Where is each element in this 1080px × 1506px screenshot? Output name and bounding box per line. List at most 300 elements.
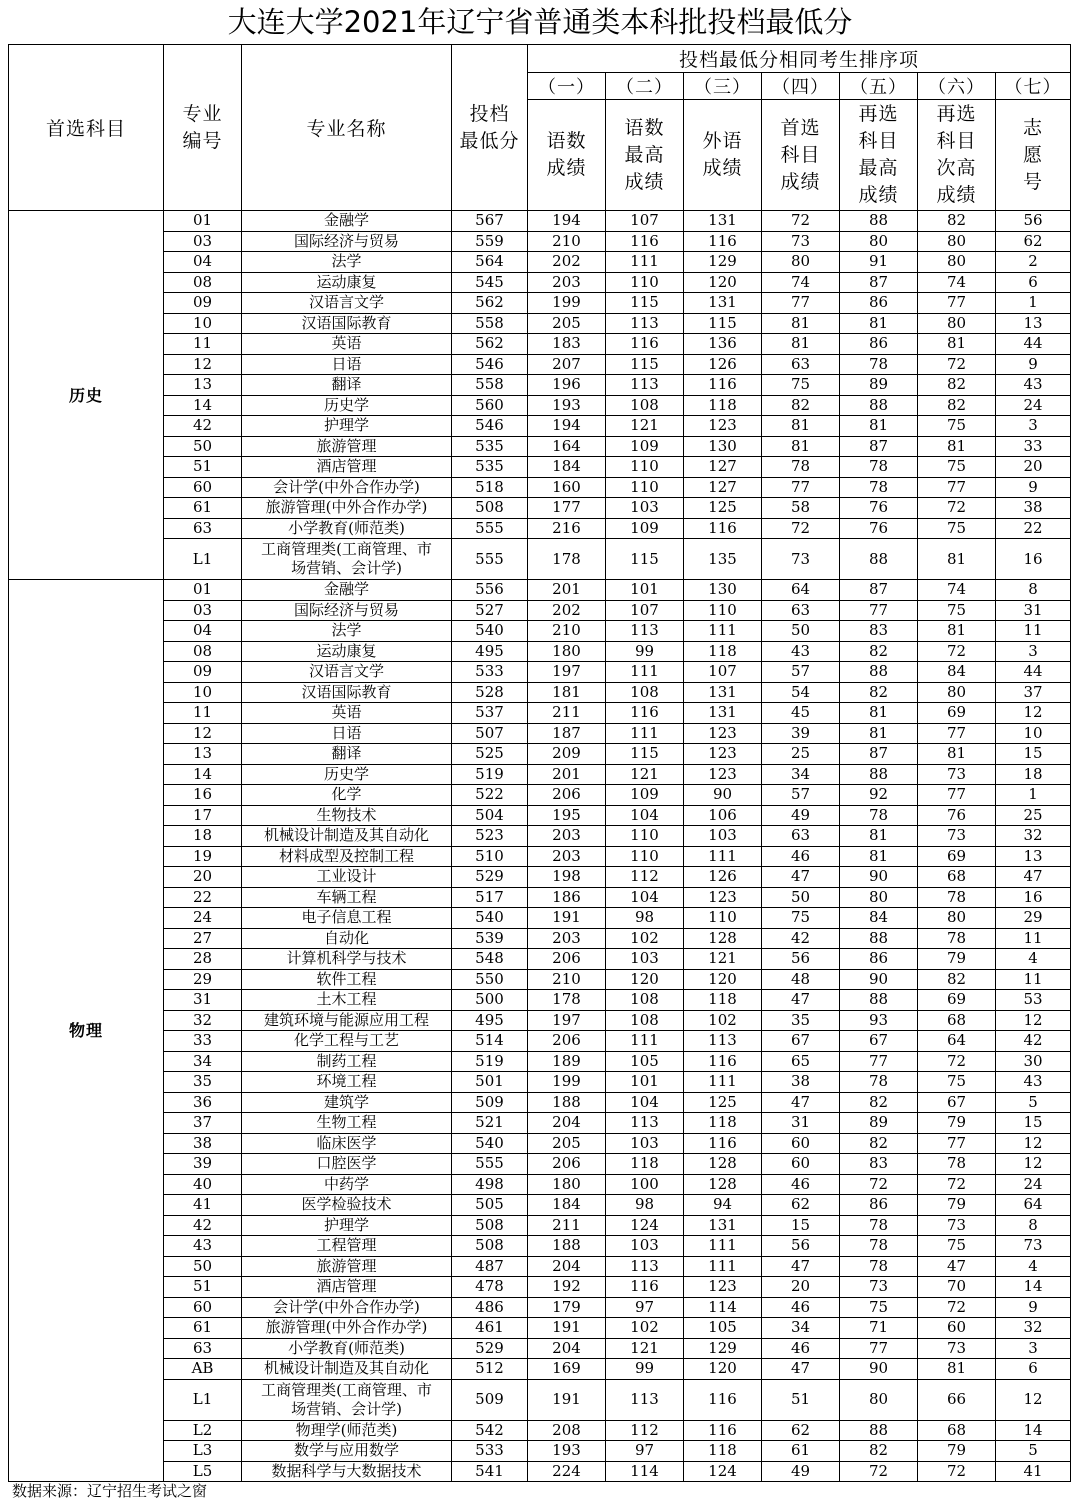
elective-max-cell: 87 (840, 580, 918, 601)
major-name-cell: 建筑环境与能源应用工程 (242, 1010, 452, 1031)
elective-second-cell: 67 (918, 1092, 996, 1113)
elective-second-cell: 81 (918, 1359, 996, 1380)
preference-no-cell: 62 (996, 231, 1071, 252)
elective-max-cell: 81 (840, 416, 918, 437)
chinese-math-max-cell: 109 (606, 785, 684, 806)
preference-no-cell: 1 (996, 785, 1071, 806)
chinese-math-cell: 198 (528, 867, 606, 888)
elective-second-cell: 75 (918, 1072, 996, 1093)
major-name-cell: 工商管理类(工商管理、市 场营销、会计学) (242, 1379, 452, 1420)
table-row (9, 867, 1071, 888)
elective-second-cell: 80 (918, 682, 996, 703)
foreign-language-cell: 126 (684, 354, 762, 375)
min-score-cell: 537 (452, 703, 528, 724)
major-code-cell: 63 (164, 518, 242, 539)
chinese-math-max-cell: 120 (606, 969, 684, 990)
major-code-cell: 19 (164, 846, 242, 867)
chinese-math-cell: 184 (528, 457, 606, 478)
foreign-language-cell: 116 (684, 1051, 762, 1072)
first-subject-cell: 15 (762, 1215, 840, 1236)
elective-second-cell: 75 (918, 518, 996, 539)
preference-no-cell: 10 (996, 723, 1071, 744)
major-name-cell: 小学教育(师范类) (242, 518, 452, 539)
foreign-language-cell: 118 (684, 1441, 762, 1462)
header-criterion-5: 再选 科目 最高 成绩 (840, 100, 918, 211)
preference-no-cell: 32 (996, 826, 1071, 847)
chinese-math-cell: 196 (528, 375, 606, 396)
elective-second-cell: 73 (918, 764, 996, 785)
major-name-cell: 汉语言文学 (242, 293, 452, 314)
chinese-math-max-cell: 113 (606, 313, 684, 334)
chinese-math-max-cell: 100 (606, 1174, 684, 1195)
elective-second-cell: 72 (918, 1297, 996, 1318)
first-subject-cell: 58 (762, 498, 840, 519)
elective-max-cell: 80 (840, 887, 918, 908)
first-subject-cell: 63 (762, 354, 840, 375)
foreign-language-cell: 106 (684, 805, 762, 826)
foreign-language-cell: 123 (684, 723, 762, 744)
first-subject-cell: 46 (762, 846, 840, 867)
major-code-cell: 01 (164, 211, 242, 232)
major-name-cell: 机械设计制造及其自动化 (242, 826, 452, 847)
table-row (9, 723, 1071, 744)
elective-second-cell: 80 (918, 908, 996, 929)
chinese-math-max-cell: 116 (606, 334, 684, 355)
elective-second-cell: 74 (918, 272, 996, 293)
table-row (9, 887, 1071, 908)
major-name-cell: 化学工程与工艺 (242, 1031, 452, 1052)
table-row (9, 969, 1071, 990)
major-code-cell: 41 (164, 1195, 242, 1216)
elective-max-cell: 81 (840, 703, 918, 724)
foreign-language-cell: 120 (684, 1359, 762, 1380)
foreign-language-cell: 121 (684, 949, 762, 970)
chinese-math-max-cell: 113 (606, 1379, 684, 1420)
elective-max-cell: 92 (840, 785, 918, 806)
elective-max-cell: 83 (840, 1154, 918, 1175)
preference-no-cell: 30 (996, 1051, 1071, 1072)
chinese-math-cell: 206 (528, 785, 606, 806)
table-row (9, 846, 1071, 867)
header-min-score: 投档 最低分 (452, 45, 528, 211)
preference-no-cell: 14 (996, 1277, 1071, 1298)
chinese-math-cell: 194 (528, 416, 606, 437)
major-name-cell: 法学 (242, 621, 452, 642)
chinese-math-cell: 192 (528, 1277, 606, 1298)
major-code-cell: 63 (164, 1338, 242, 1359)
foreign-language-cell: 131 (684, 293, 762, 314)
chinese-math-cell: 169 (528, 1359, 606, 1380)
major-code-cell: 61 (164, 498, 242, 519)
table-row (9, 313, 1071, 334)
preference-no-cell: 12 (996, 1154, 1071, 1175)
major-name-cell: 旅游管理 (242, 1256, 452, 1277)
major-name-cell: 汉语言文学 (242, 662, 452, 683)
elective-second-cell: 82 (918, 211, 996, 232)
chinese-math-cell: 191 (528, 1379, 606, 1420)
first-subject-cell: 60 (762, 1133, 840, 1154)
header-major-name: 专业名称 (242, 45, 452, 211)
preference-no-cell: 38 (996, 498, 1071, 519)
elective-second-cell: 84 (918, 662, 996, 683)
elective-second-cell: 81 (918, 334, 996, 355)
foreign-language-cell: 131 (684, 682, 762, 703)
chinese-math-cell: 204 (528, 1338, 606, 1359)
chinese-math-max-cell: 103 (606, 1236, 684, 1257)
chinese-math-cell: 203 (528, 846, 606, 867)
preference-no-cell: 6 (996, 272, 1071, 293)
chinese-math-cell: 180 (528, 641, 606, 662)
min-score-cell: 505 (452, 1195, 528, 1216)
elective-max-cell: 88 (840, 990, 918, 1011)
chinese-math-max-cell: 109 (606, 518, 684, 539)
major-name-cell: 日语 (242, 354, 452, 375)
major-name-cell: 生物技术 (242, 805, 452, 826)
elective-second-cell: 75 (918, 416, 996, 437)
elective-max-cell: 90 (840, 867, 918, 888)
chinese-math-max-cell: 115 (606, 539, 684, 580)
chinese-math-max-cell: 115 (606, 744, 684, 765)
foreign-language-cell: 131 (684, 211, 762, 232)
table-row (9, 1031, 1071, 1052)
major-code-cell: 38 (164, 1133, 242, 1154)
elective-max-cell: 86 (840, 1195, 918, 1216)
elective-second-cell: 82 (918, 375, 996, 396)
first-subject-cell: 46 (762, 1338, 840, 1359)
foreign-language-cell: 123 (684, 744, 762, 765)
elective-max-cell: 82 (840, 641, 918, 662)
first-subject-cell: 47 (762, 1092, 840, 1113)
major-name-cell: 会计学(中外合作办学) (242, 1297, 452, 1318)
chinese-math-max-cell: 101 (606, 580, 684, 601)
min-score-cell: 555 (452, 539, 528, 580)
major-code-cell: 27 (164, 928, 242, 949)
foreign-language-cell: 103 (684, 826, 762, 847)
chinese-math-cell: 178 (528, 990, 606, 1011)
header-criterion-6: 再选 科目 次高 成绩 (918, 100, 996, 211)
min-score-cell: 528 (452, 682, 528, 703)
preference-no-cell: 5 (996, 1092, 1071, 1113)
min-score-cell: 564 (452, 252, 528, 273)
foreign-language-cell: 123 (684, 416, 762, 437)
elective-max-cell: 78 (840, 1072, 918, 1093)
table-row (9, 498, 1071, 519)
foreign-language-cell: 128 (684, 1174, 762, 1195)
preference-no-cell: 9 (996, 354, 1071, 375)
major-name-cell: 电子信息工程 (242, 908, 452, 929)
major-code-cell: 08 (164, 272, 242, 293)
major-name-cell: 翻译 (242, 744, 452, 765)
foreign-language-cell: 116 (684, 518, 762, 539)
major-name-cell: 旅游管理 (242, 436, 452, 457)
major-code-cell: 39 (164, 1154, 242, 1175)
elective-second-cell: 77 (918, 477, 996, 498)
chinese-math-cell: 203 (528, 826, 606, 847)
header-order-6: （六） (918, 73, 996, 100)
first-subject-cell: 56 (762, 1236, 840, 1257)
major-name-cell: 软件工程 (242, 969, 452, 990)
major-name-cell: 中药学 (242, 1174, 452, 1195)
chinese-math-max-cell: 116 (606, 1277, 684, 1298)
elective-max-cell: 83 (840, 621, 918, 642)
first-subject-cell: 65 (762, 1051, 840, 1072)
elective-max-cell: 87 (840, 436, 918, 457)
min-score-cell: 523 (452, 826, 528, 847)
first-subject-cell: 61 (762, 1441, 840, 1462)
preference-no-cell: 8 (996, 580, 1071, 601)
chinese-math-max-cell: 98 (606, 1195, 684, 1216)
preference-no-cell: 33 (996, 436, 1071, 457)
chinese-math-cell: 160 (528, 477, 606, 498)
chinese-math-max-cell: 112 (606, 1420, 684, 1441)
chinese-math-cell: 195 (528, 805, 606, 826)
table-row (9, 621, 1071, 642)
elective-max-cell: 88 (840, 1420, 918, 1441)
first-subject-cell: 42 (762, 928, 840, 949)
major-name-cell: 建筑学 (242, 1092, 452, 1113)
table-row (9, 682, 1071, 703)
major-name-cell: 英语 (242, 703, 452, 724)
chinese-math-max-cell: 110 (606, 457, 684, 478)
table-row (9, 211, 1071, 232)
min-score-cell: 495 (452, 641, 528, 662)
min-score-cell: 509 (452, 1379, 528, 1420)
foreign-language-cell: 130 (684, 436, 762, 457)
table-row (9, 231, 1071, 252)
table-row (9, 908, 1071, 929)
header-order-4: （四） (762, 73, 840, 100)
chinese-math-cell: 199 (528, 1072, 606, 1093)
elective-max-cell: 82 (840, 1092, 918, 1113)
major-name-cell: 数据科学与大数据技术 (242, 1461, 452, 1482)
table-row (9, 600, 1071, 621)
first-subject-cell: 67 (762, 1031, 840, 1052)
preference-no-cell: 16 (996, 887, 1071, 908)
elective-second-cell: 82 (918, 395, 996, 416)
min-score-cell: 529 (452, 1338, 528, 1359)
chinese-math-cell: 210 (528, 969, 606, 990)
header-criterion-2: 语数 最高 成绩 (606, 100, 684, 211)
preference-no-cell: 41 (996, 1461, 1071, 1482)
elective-max-cell: 67 (840, 1031, 918, 1052)
elective-max-cell: 82 (840, 1133, 918, 1154)
foreign-language-cell: 115 (684, 313, 762, 334)
elective-second-cell: 80 (918, 313, 996, 334)
elective-second-cell: 66 (918, 1379, 996, 1420)
preference-no-cell: 25 (996, 805, 1071, 826)
first-subject-cell: 57 (762, 785, 840, 806)
major-name-cell: 历史学 (242, 395, 452, 416)
major-name-cell: 物理学(师范类) (242, 1420, 452, 1441)
preference-no-cell: 44 (996, 662, 1071, 683)
elective-max-cell: 77 (840, 1338, 918, 1359)
major-code-cell: 20 (164, 867, 242, 888)
major-name-cell: 车辆工程 (242, 887, 452, 908)
first-subject-cell: 75 (762, 375, 840, 396)
chinese-math-max-cell: 113 (606, 1113, 684, 1134)
first-subject-cell: 80 (762, 252, 840, 273)
chinese-math-cell: 184 (528, 1195, 606, 1216)
preference-no-cell: 5 (996, 1441, 1071, 1462)
min-score-cell: 540 (452, 1133, 528, 1154)
elective-max-cell: 73 (840, 1277, 918, 1298)
chinese-math-cell: 191 (528, 1318, 606, 1339)
first-subject-cell: 77 (762, 477, 840, 498)
elective-max-cell: 88 (840, 395, 918, 416)
first-subject-cell: 46 (762, 1297, 840, 1318)
elective-second-cell: 77 (918, 1133, 996, 1154)
elective-max-cell: 78 (840, 477, 918, 498)
elective-max-cell: 80 (840, 1379, 918, 1420)
chinese-math-cell: 209 (528, 744, 606, 765)
first-subject-cell: 31 (762, 1113, 840, 1134)
table-row (9, 1010, 1071, 1031)
major-code-cell: 10 (164, 313, 242, 334)
header-criterion-1: 语数 成绩 (528, 100, 606, 211)
table-row (9, 1236, 1071, 1257)
elective-max-cell: 80 (840, 231, 918, 252)
first-subject-cell: 81 (762, 416, 840, 437)
min-score-cell: 514 (452, 1031, 528, 1052)
preference-no-cell: 47 (996, 867, 1071, 888)
first-subject-cell: 20 (762, 1277, 840, 1298)
min-score-cell: 540 (452, 908, 528, 929)
major-name-cell: 环境工程 (242, 1072, 452, 1093)
major-code-cell: 51 (164, 457, 242, 478)
chinese-math-max-cell: 104 (606, 1092, 684, 1113)
preference-no-cell: 12 (996, 1010, 1071, 1031)
chinese-math-max-cell: 121 (606, 1338, 684, 1359)
major-code-cell: 31 (164, 990, 242, 1011)
foreign-language-cell: 110 (684, 908, 762, 929)
elective-max-cell: 88 (840, 928, 918, 949)
elective-max-cell: 81 (840, 846, 918, 867)
preference-no-cell: 24 (996, 395, 1071, 416)
min-score-cell: 512 (452, 1359, 528, 1380)
foreign-language-cell: 116 (684, 1133, 762, 1154)
chinese-math-max-cell: 108 (606, 682, 684, 703)
chinese-math-cell: 178 (528, 539, 606, 580)
major-name-cell: 工商管理类(工商管理、市 场营销、会计学) (242, 539, 452, 580)
chinese-math-cell: 211 (528, 703, 606, 724)
table-row (9, 805, 1071, 826)
table-row (9, 785, 1071, 806)
chinese-math-max-cell: 102 (606, 1318, 684, 1339)
foreign-language-cell: 111 (684, 846, 762, 867)
min-score-cell: 541 (452, 1461, 528, 1482)
foreign-language-cell: 107 (684, 662, 762, 683)
chinese-math-cell: 205 (528, 1133, 606, 1154)
first-subject-cell: 64 (762, 580, 840, 601)
header-tiebreak-group: 投档最低分相同考生排序项 (528, 45, 1071, 73)
major-code-cell: 03 (164, 600, 242, 621)
preference-no-cell: 12 (996, 703, 1071, 724)
first-subject-cell: 74 (762, 272, 840, 293)
major-name-cell: 数学与应用数学 (242, 1441, 452, 1462)
foreign-language-cell: 131 (684, 1215, 762, 1236)
foreign-language-cell: 128 (684, 1154, 762, 1175)
min-score-cell: 500 (452, 990, 528, 1011)
min-score-cell: 545 (452, 272, 528, 293)
chinese-math-max-cell: 108 (606, 990, 684, 1011)
major-code-cell: 29 (164, 969, 242, 990)
elective-second-cell: 77 (918, 785, 996, 806)
elective-second-cell: 72 (918, 1051, 996, 1072)
subject-cell: 历史 (9, 211, 164, 580)
min-score-cell: 546 (452, 354, 528, 375)
chinese-math-cell: 211 (528, 1215, 606, 1236)
elective-second-cell: 76 (918, 805, 996, 826)
min-score-cell: 558 (452, 375, 528, 396)
foreign-language-cell: 111 (684, 1256, 762, 1277)
chinese-math-max-cell: 111 (606, 252, 684, 273)
preference-no-cell: 2 (996, 252, 1071, 273)
preference-no-cell: 43 (996, 375, 1071, 396)
min-score-cell: 518 (452, 477, 528, 498)
first-subject-cell: 48 (762, 969, 840, 990)
min-score-cell: 498 (452, 1174, 528, 1195)
elective-second-cell: 77 (918, 293, 996, 314)
elective-second-cell: 78 (918, 1154, 996, 1175)
elective-second-cell: 81 (918, 744, 996, 765)
chinese-math-max-cell: 109 (606, 436, 684, 457)
foreign-language-cell: 127 (684, 477, 762, 498)
first-subject-cell: 49 (762, 1461, 840, 1482)
elective-second-cell: 79 (918, 1195, 996, 1216)
chinese-math-cell: 201 (528, 580, 606, 601)
table-row (9, 1092, 1071, 1113)
chinese-math-cell: 193 (528, 395, 606, 416)
elective-second-cell: 73 (918, 1338, 996, 1359)
preference-no-cell: 11 (996, 969, 1071, 990)
header-order-3: （三） (684, 73, 762, 100)
elective-max-cell: 78 (840, 354, 918, 375)
elective-max-cell: 75 (840, 1297, 918, 1318)
major-code-cell: 42 (164, 416, 242, 437)
chinese-math-max-cell: 121 (606, 764, 684, 785)
table-row (9, 518, 1071, 539)
elective-second-cell: 60 (918, 1318, 996, 1339)
preference-no-cell: 11 (996, 928, 1071, 949)
major-name-cell: 国际经济与贸易 (242, 600, 452, 621)
chinese-math-cell: 202 (528, 252, 606, 273)
min-score-cell: 548 (452, 949, 528, 970)
elective-max-cell: 76 (840, 518, 918, 539)
preference-no-cell: 3 (996, 1338, 1071, 1359)
table-row (9, 272, 1071, 293)
min-score-cell: 558 (452, 313, 528, 334)
chinese-math-cell: 186 (528, 887, 606, 908)
foreign-language-cell: 127 (684, 457, 762, 478)
elective-second-cell: 79 (918, 949, 996, 970)
first-subject-cell: 81 (762, 334, 840, 355)
chinese-math-max-cell: 111 (606, 662, 684, 683)
major-code-cell: 24 (164, 908, 242, 929)
first-subject-cell: 62 (762, 1195, 840, 1216)
major-code-cell: 28 (164, 949, 242, 970)
chinese-math-cell: 207 (528, 354, 606, 375)
major-code-cell: AB (164, 1359, 242, 1380)
major-name-cell: 会计学(中外合作办学) (242, 477, 452, 498)
chinese-math-cell: 189 (528, 1051, 606, 1072)
elective-second-cell: 74 (918, 580, 996, 601)
elective-max-cell: 77 (840, 600, 918, 621)
min-score-cell: 533 (452, 662, 528, 683)
major-code-cell: L2 (164, 1420, 242, 1441)
major-name-cell: 自动化 (242, 928, 452, 949)
major-code-cell: 60 (164, 477, 242, 498)
min-score-cell: 501 (452, 1072, 528, 1093)
